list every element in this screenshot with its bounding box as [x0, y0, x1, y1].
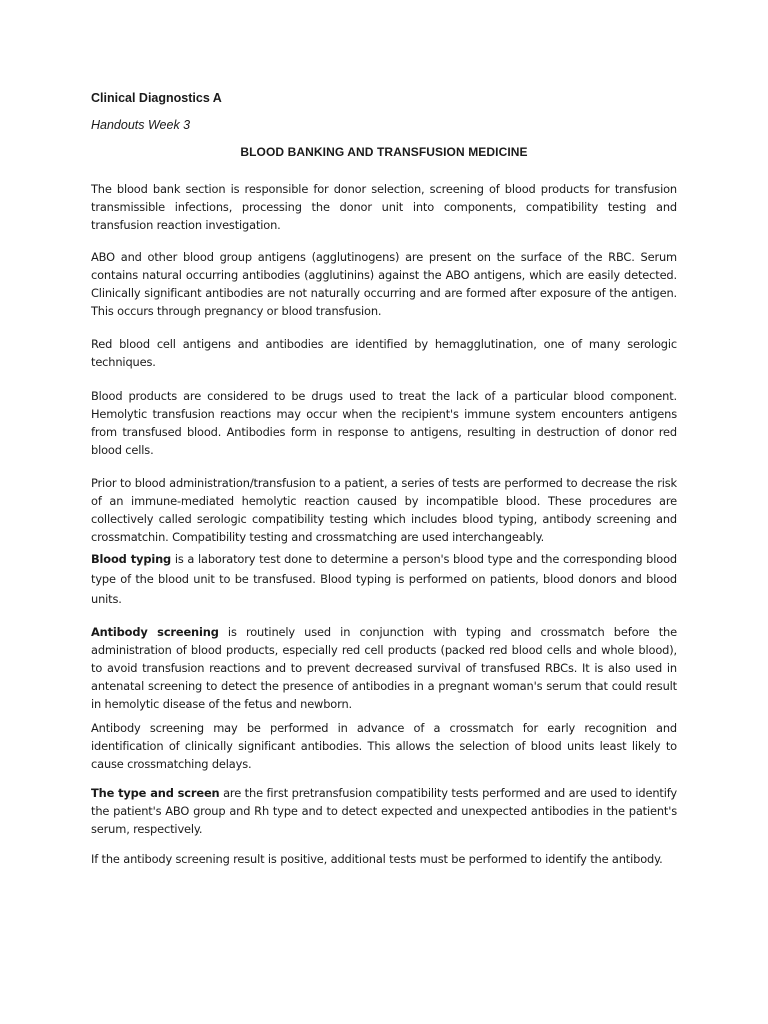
- paragraph-text: are the first pretransfusion compatibility tests performed and are used to identify the patient's ABO group and Rh type and to detect expected and unexpected antibodies in the patient's serum, respectively.: [91, 786, 677, 836]
- paragraph-positive-result: [91, 850, 677, 868]
- paragraph-antibody-screening: [91, 623, 677, 713]
- handout-subtitle: Handouts Week 3: [91, 118, 191, 132]
- paragraph-text: is routinely used in conjunction with typing and crossmatch before the administration of blood products, especially red cell products (packed red blood cells and whole blood), to avoid transfusion reactions and to prevent decreased survival of transfused RBCs. It is also used in antenatal screening to detect the presence of antibodies in a pregnant woman's serum that could result in hemolytic disease of the fetus and newborn.: [91, 625, 677, 711]
- paragraph-text: Prior to blood administration/transfusion to a patient, a series of tests are performed to decrease the risk of an immune-mediated hemolytic reaction caused by incompatible blood. These procedures are collectively called serologic compatibility testing which includes blood typing, antibody screening and crossmatchin. Compatibility testing and crossmatching are used interchangeably.: [91, 476, 677, 544]
- paragraph-lead-term: Blood typing: [91, 552, 172, 566]
- paragraph-blood-typing: [91, 549, 677, 609]
- paragraph-text: Red blood cell antigens and antibodies are identified by hemagglutination, one of many serologic techniques.: [91, 337, 677, 369]
- paragraph-text: The blood bank section is responsible for donor selection, screening of blood products for transfusion transmissible infections, processing the donor unit into components, compatibility testing and transfusion reaction investigation.: [91, 182, 677, 232]
- paragraph-abo-antigens: [91, 248, 677, 320]
- paragraph-blood-products: [91, 387, 677, 459]
- section-heading: BLOOD BANKING AND TRANSFUSION MEDICINE: [240, 145, 528, 159]
- paragraph-text: ABO and other blood group antigens (agglutinogens) are present on the surface of the RBC. Serum contains natural occurring antibodies (agglutinins) against the ABO antigens, which are easily detected. Clinically significant antibodies are not naturally occurring and are formed after exposure of the antigen. This occurs through pregnancy or blood transfusion.: [91, 250, 677, 318]
- paragraph-lead-term: The type and screen: [91, 786, 220, 800]
- paragraph-blood-bank-section: [91, 180, 677, 234]
- paragraph-type-and-screen: [91, 784, 677, 838]
- paragraph-text: Antibody screening may be performed in advance of a crossmatch for early recognition and identification of clinically significant antibodies. This allows the selection of blood units least likely to cause crossmatching delays.: [91, 721, 677, 771]
- course-title: Clinical Diagnostics A: [91, 91, 222, 105]
- paragraph-text: If the antibody screening result is positive, additional tests must be performed to identify the antibody.: [91, 852, 663, 866]
- paragraph-compatibility-testing: [91, 474, 677, 546]
- paragraph-hemagglutination: [91, 335, 677, 371]
- paragraph-lead-term: Antibody screening: [91, 625, 219, 639]
- paragraph-antibody-screening-advance: [91, 719, 677, 773]
- paragraph-text: is a laboratory test done to determine a person's blood type and the corresponding blood type of the blood unit to be transfused. Blood typing is performed on patients, blood donors and blood units.: [91, 552, 677, 606]
- paragraph-text: Blood products are considered to be drugs used to treat the lack of a particular blood component. Hemolytic transfusion reactions may occur when the recipient's immune system encounters antigens from transfused blood. Antibodies form in response to antigens, resulting in destruction of donor red blood cells.: [91, 389, 677, 457]
